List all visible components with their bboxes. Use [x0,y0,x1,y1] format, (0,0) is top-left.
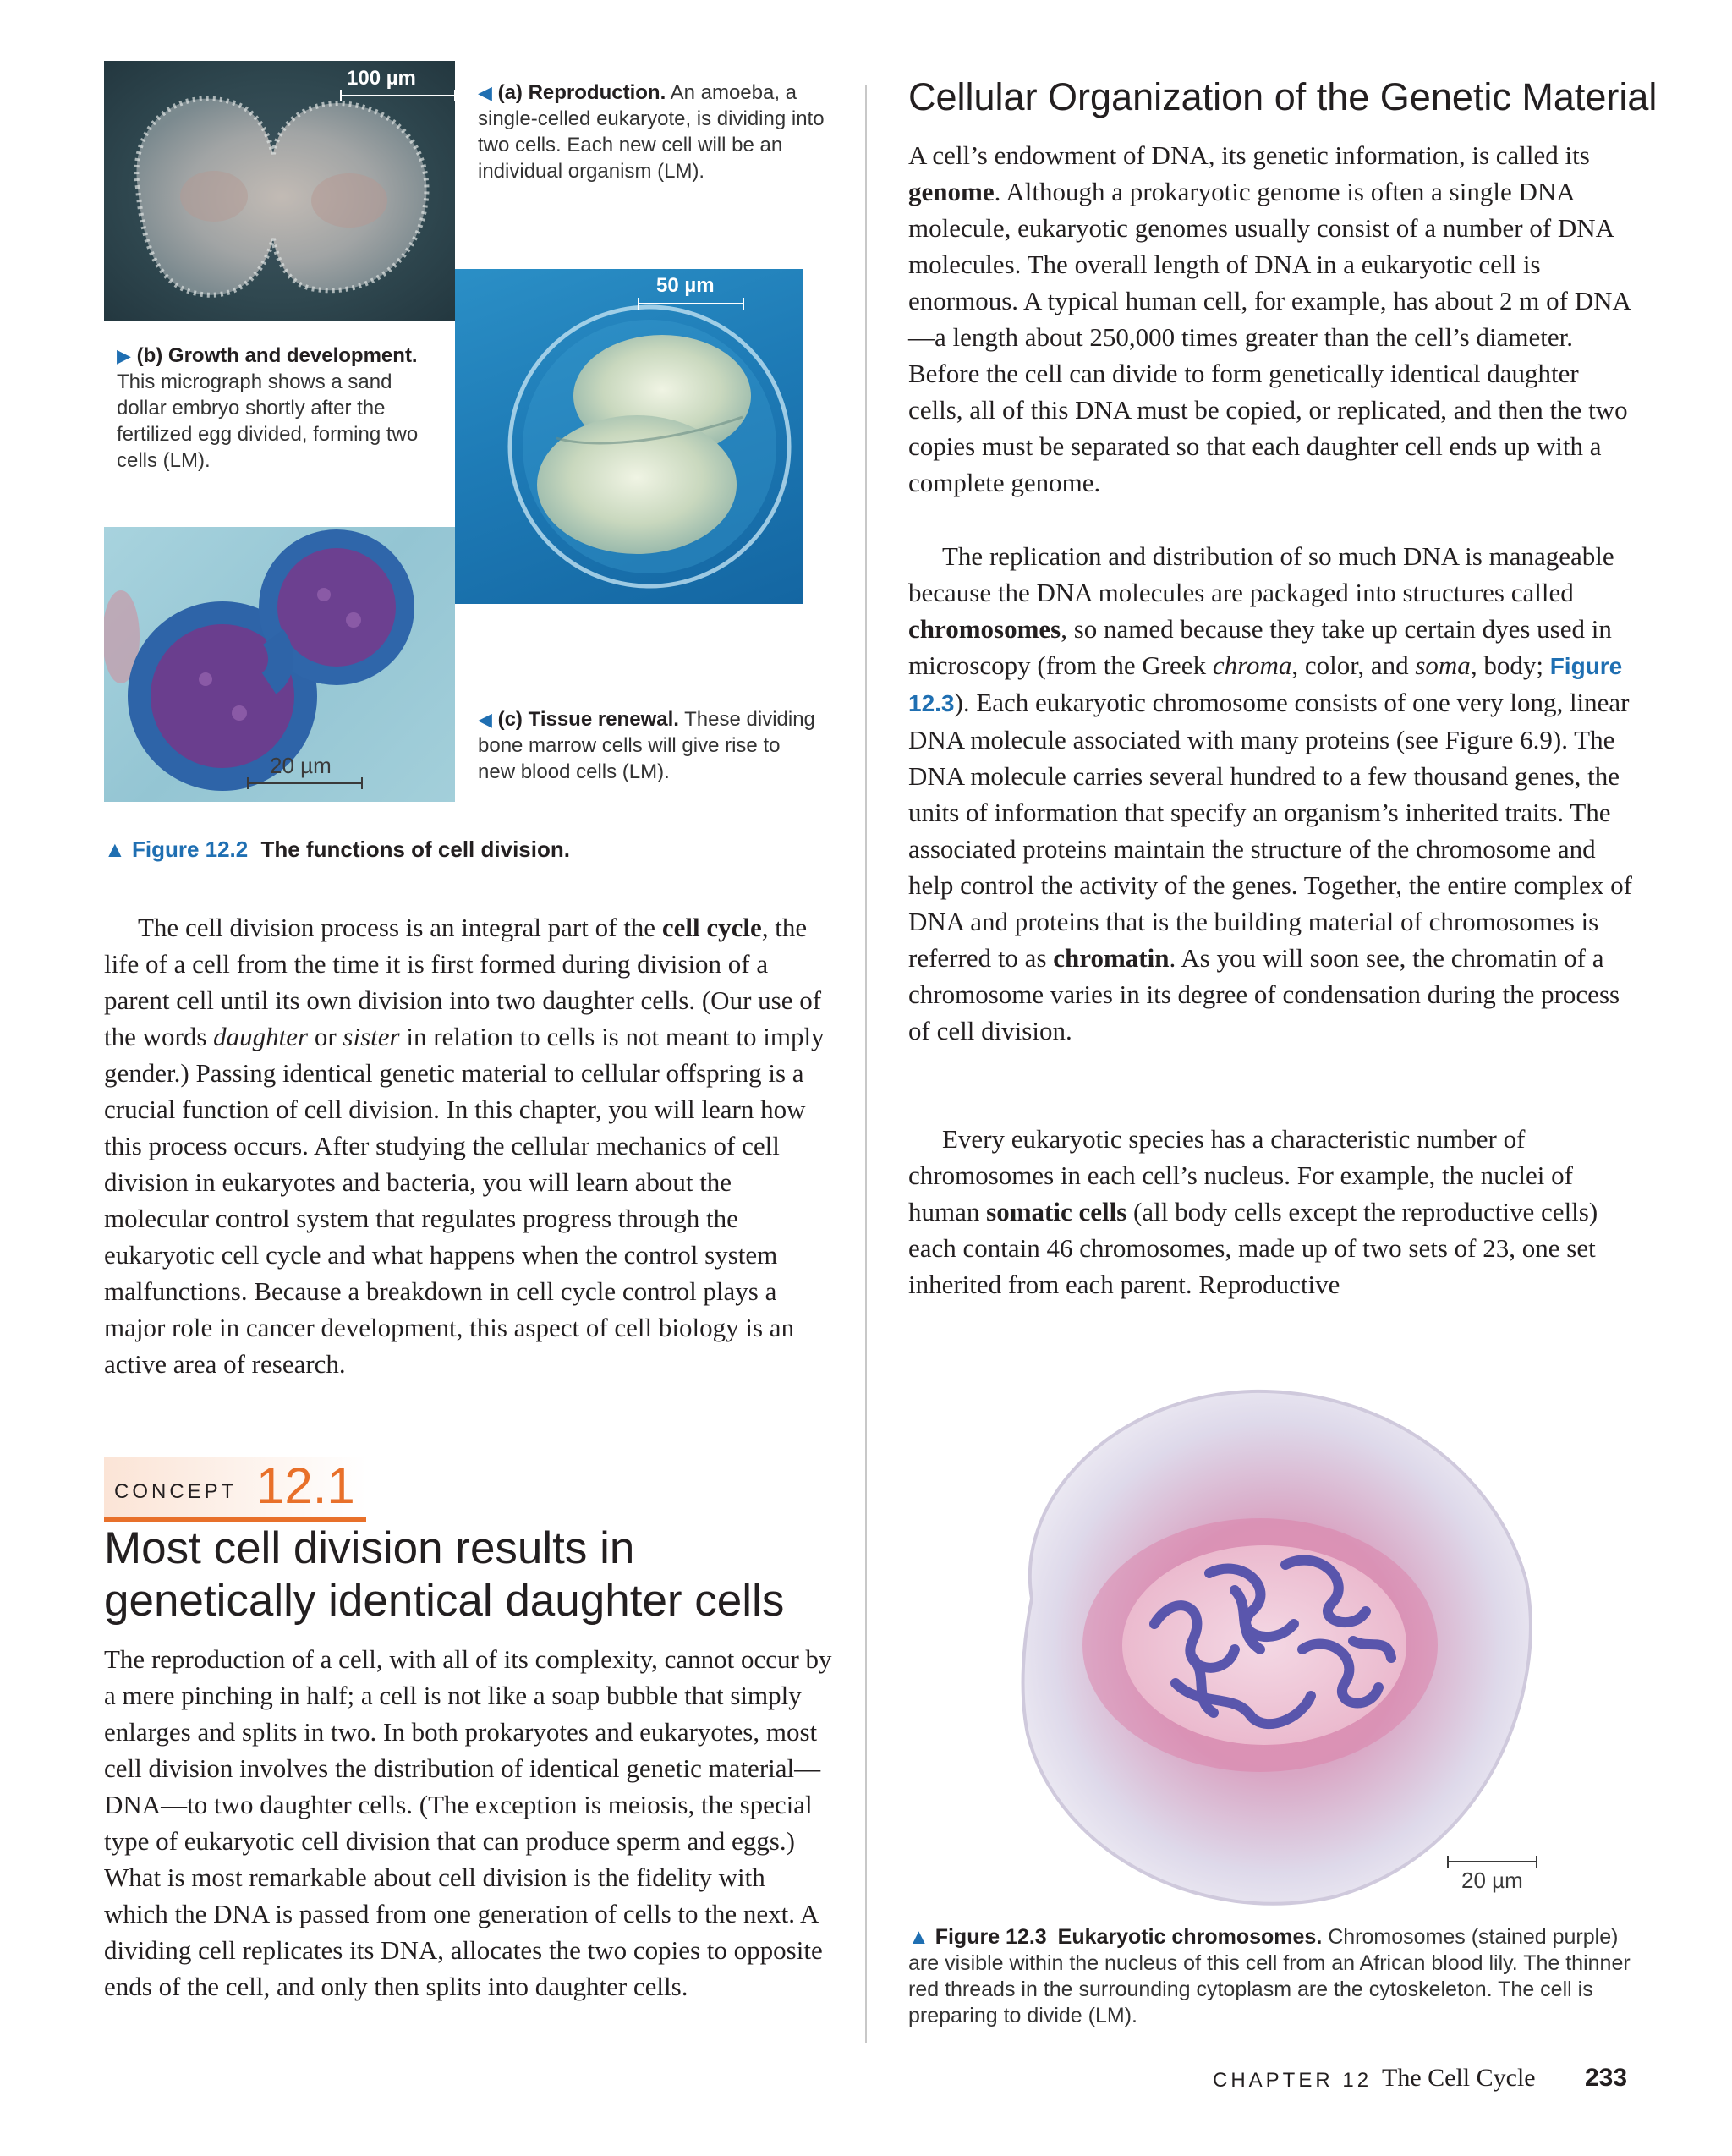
term-somatic-cells: somatic cells [986,1197,1127,1226]
emphasis-chroma: chroma [1212,650,1292,680]
left-triangle-icon: ◀ [478,82,492,103]
concept-word: CONCEPT [114,1480,238,1503]
caption-label: (b) Growth and development. [136,344,418,367]
figure-title: The functions of cell division. [260,837,570,862]
chromosomes-paragraph [908,538,1636,1049]
up-triangle-icon: ▲ [908,1925,929,1949]
lily-cell-illustration [981,1379,1539,1912]
text-run: ). Each eukaryotic chromosome consists of one very long, linear DNA molecule associated with many proteins (see Figure 6.9). The DNA molecule carries several hundred to a few thousand genes, the units of information that specify an organism’s inherited traits. The associated proteins maintain the structure of the chromosome and help control the activity of the genes. Together, the entire complex of DNA and proteins that is the building material of chromosomes is referred to as [908,688,1632,973]
text-run: . Although a prokaryotic genome is often a single DNA molecule, eukaryotic genomes usually consist of a number of DNA molecules. The overall length of DNA in a eukaryotic cell is enormous. A typical human cell, for example, has about 2 m of DNA—a length about 250,000 times greater than the cell’s diameter. Before the cell can divide to form genetically identical daughter cells, all of this DNA must be copied, or replicated, and then the two copies must be separated so that each daughter cell ends up with a complete genome. [908,177,1631,497]
concept-badge [104,1457,366,1522]
scale-label: 20 µm [270,753,332,778]
scale-bar [1448,1861,1537,1862]
text-run: . As you will soon see, the chromatin of a chromosome varies in its degree of condensation during the process of cell division. [908,943,1620,1045]
text-run: , the life of a cell from the time it is first formed during division of a parent cell until its own division into two daughter cells. (Our use of the words [104,913,822,1051]
figure-12-3-caption [908,1924,1644,2029]
caption-tissue-renewal [478,706,816,785]
text-run: , body; [1470,650,1550,680]
caption-label: (c) Tissue renewal. [497,708,679,731]
caption-growth [117,343,425,474]
figure-12-3-link[interactable]: Figure 12.3 [908,653,1623,716]
chapter-title: The Cell Cycle [1382,2064,1536,2092]
caption-reproduction [478,80,833,184]
scale-bar [341,95,455,96]
concept-number: 12.1 [256,1457,355,1514]
bone-marrow-micrograph [104,527,455,802]
term-cell-cycle: cell cycle [661,913,762,942]
page-number: 233 [1585,2064,1628,2092]
figure-caption [104,836,570,863]
scale-label: 100 µm [347,67,416,90]
text-run: or [308,1022,343,1051]
term-chromosomes: chromosomes [908,614,1061,644]
figure-number: Figure 12.2 [131,837,249,862]
caption-text: An amoeba, a single-celled eukaryote, is dividing into two cells. Each new cell will be an individual organism (LM). [478,81,825,183]
page-footer [1213,2064,1636,2098]
genome-paragraph [908,137,1636,501]
scale-bar [248,782,362,784]
sand-dollar-embryo-micrograph [455,269,803,604]
emphasis-sister: sister [343,1022,400,1051]
embryo-illustration [455,269,803,604]
term-genome: genome [908,177,995,206]
amoeba-micrograph [104,61,455,321]
text-run: The replication and distribution of so much DNA is manageable because the DNA molecules are packaged into structures called [908,541,1614,607]
caption-text: This micrograph shows a sand dollar embryo shortly after the fertilized egg divided, forming two cells (LM). [117,370,419,472]
caption-text: These dividing bone marrow cells will give rise to new blood cells (LM). [478,708,815,783]
caption-text: Chromosomes (stained purple) are visible within the nucleus of this cell from an African blood lily. The thinner red threads in the surrounding cytoplasm are the cytoskeleton. The cell is preparing to divide (LM). [908,1925,1631,2027]
text-run: (all body cells except the reproductive cells) each contain 46 chromosomes, made up of two sets of 23, one set inherited from each parent. Reproductive [908,1197,1598,1299]
section-heading: Cellular Organization of the Genetic Material [908,75,1658,118]
scale-label: 20 µm [1461,1868,1523,1893]
column-divider [865,85,867,2043]
caption-label: (a) Reproduction. [497,81,666,104]
right-triangle-icon: ▶ [117,345,131,366]
text-run: Every eukaryotic species has a characteristic number of chromosomes in each cell’s nucleus. For example, the nuclei of human [908,1124,1573,1226]
text-run: The cell division process is an integral part of the [138,913,662,942]
text-run: in relation to cells is not meant to imply gender.) Passing identical genetic material to cellular offspring is a crucial function of cell division. In this chapter, you will learn how this process occurs. After studying the cellular mechanics of cell division in eukaryotes and bacteria, you will learn about the molecular control system that regulates progress through the eukaryotic cell cycle and what happens when the control system malfunctions. Because a breakdown in cell cycle control plays a major role in cancer development, this aspect of cell biology is an active area of research. [104,1022,825,1379]
term-chromatin: chromatin [1053,943,1170,973]
text-run: , color, and [1291,650,1416,680]
amoeba-illustration [104,61,455,321]
scale-bar [639,303,743,304]
scale-label: 50 µm [656,274,715,297]
lily-cell-micrograph [981,1379,1539,1912]
figure-title: Eukaryotic chromosomes. [1057,1925,1323,1949]
concept-title: Most cell division results in genetically identical daughter cells [104,1523,785,1626]
chapter-label: CHAPTER 12 [1213,2069,1373,2092]
text-run: A cell’s endowment of DNA, its genetic information, is called its [908,140,1590,170]
up-triangle-icon: ▲ [104,837,126,862]
cell-cycle-paragraph [104,909,836,1382]
emphasis-daughter: daughter [213,1022,309,1051]
left-triangle-icon: ◀ [478,709,492,730]
concept-paragraph: The reproduction of a cell, with all of its complexity, cannot occur by a mere pinching in half; a cell is not like a soap bubble that simply enlarges and splits in two. In both prokaryotes and eukaryotes, most cell division involves the distribution of identical genetic material—DNA—to two daughter cells. (The exception is meiosis, the special type of eukaryotic cell division that can produce sperm and eggs.) What is most remarkable about cell division is the fidelity with which the DNA is passed from one generation of cells to the next. A dividing cell replicates its DNA, allocates the two copies to opposite ends of the cell, and only then splits into daughter cells. [104,1644,832,2001]
figure-number: Figure 12.3 [935,1925,1047,1949]
text-run: , so named because they take up certain dyes used in microscopy (from the Greek [908,614,1612,680]
emphasis-soma: soma [1415,650,1471,680]
somatic-cells-paragraph [908,1121,1636,1303]
